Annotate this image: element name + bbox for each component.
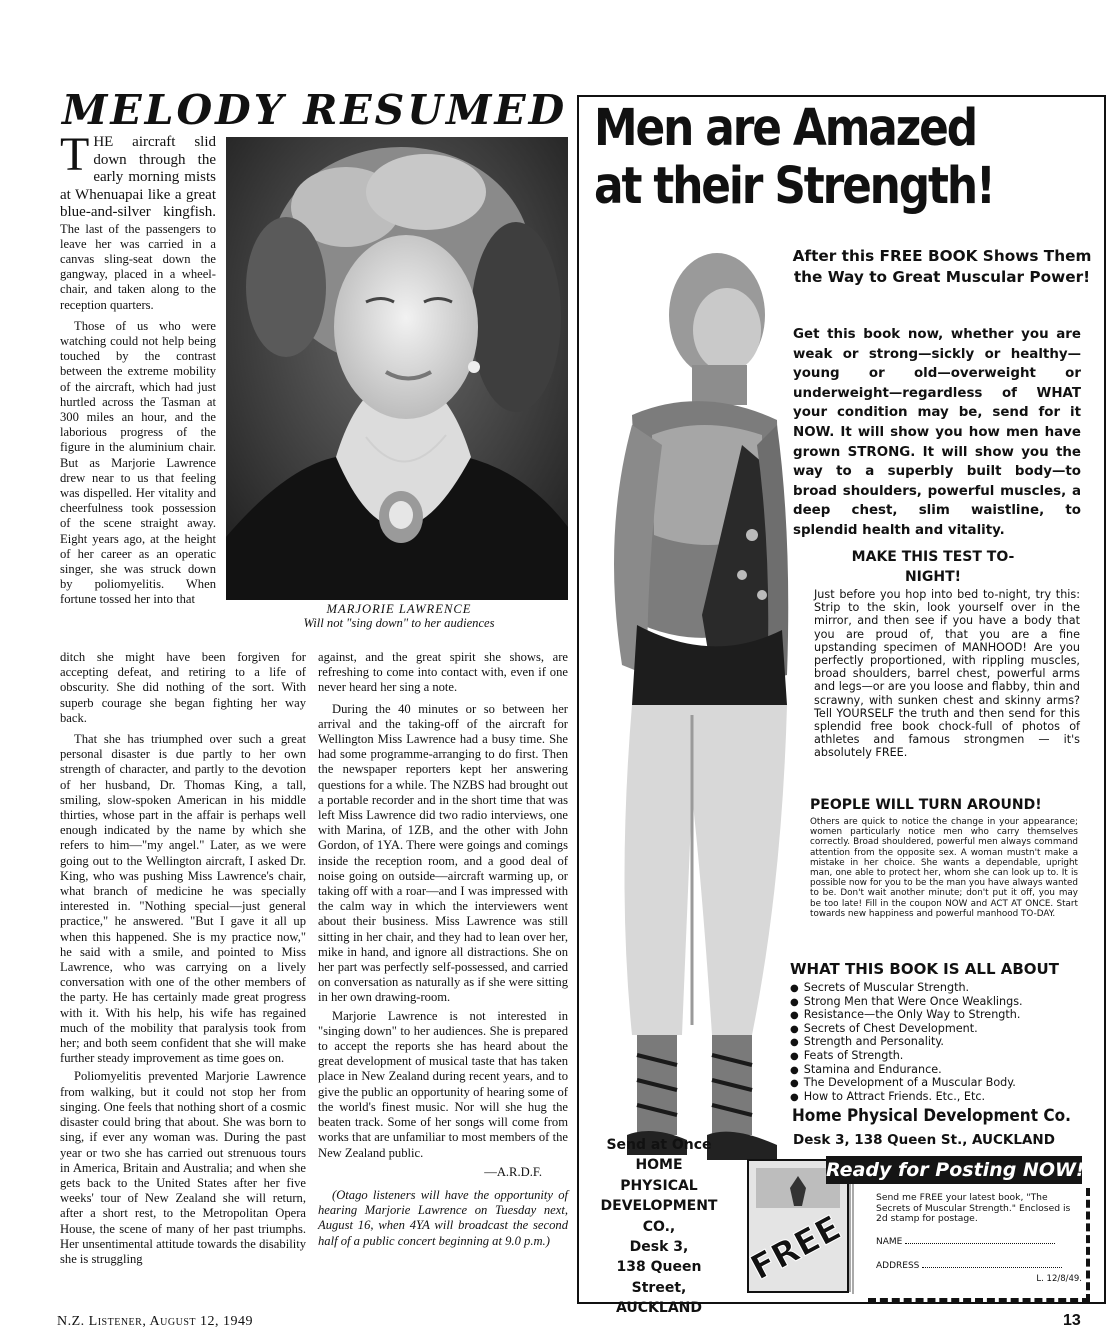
article-intro-rest: The last of the passengers to leave her was carried in a canvas sling-seat down the gangway, placed in a wheel-chair, and taken along to the reception quarters. xyxy=(60,221,216,312)
coupon-address-field[interactable] xyxy=(876,1261,1082,1272)
list-item: ● Strong Men that Were Once Weaklings. xyxy=(790,996,1023,1010)
article-paragraph: That she has triumphed over such a great personal disaster is due partly to her own strength of character, and partly to the devotion of her husband, Dr. Thomas King, a tall, smiling, slow-spoken American in his middle thirties, whose part in the affair is perhaps well enough indicated by the name by which she refers to him—"my angel." Later, as we were going out to the Wellington aircraft, I asked Dr. King, who was pushing Miss Lawrence's chair, what branch of medicine he was specially interested in. "Nothing special—just general practice," he answered. "But I gave it all up when this happened. She is my practice now," he said with a smile, and pointed to Miss Lawrence, who was carrying on a lively conversation with one of the other members of the party. He has certainly made great progress with it. With his help, his wife has regained much of the mobility that paralysis took from her; and both seem confident that she will make further steady improvement as time goes on. xyxy=(60,732,306,1066)
send-line: CO., xyxy=(642,1218,676,1235)
ad-subheading: After this FREE BOOK Shows Them the Way to Great Muscular Power! xyxy=(792,247,1092,286)
people-body: Others are quick to notice the change in your appearance; women particularly notice men who carry themselves correctly. Broad shouldered, powerful men always command attention from the opposite sex. A woman mustn't make a mistake in her choice. She wants a dependable, upright man, one able to protect her, whom she can look up to. It is possible now for you to be the man you have always wanted to be. Don't wait another minute; don't put it off, you may be too late! Fill in the coupon NOW and ACT AT ONCE. Start towards new happiness and powerful manhood TO-DAY. xyxy=(810,817,1078,919)
test-body: Just before you hop into bed to-night, try this: Strip to the skin, look yourself over in the mirror, and then see if you have a body that you are proud of, that you are a fine upstanding specimen of MANHOOD! Are you perfectly proportioned, with rippling muscles, broad shoulders, barrel chest, powerful arms and legs—or are you loose and flabby, thin and scrawny, with sunken chest and skinny arms? Tell YOURSELF the truth and then send for this splendid free book chock-full of photos of athletes and famous strongmen — it's absolutely FREE. xyxy=(814,588,1080,760)
strongman-photo xyxy=(592,235,792,1195)
company-address: Desk 3, 138 Queen St., AUCKLAND xyxy=(793,1132,1055,1148)
send-line: Send at Once xyxy=(606,1137,712,1153)
send-line: HOME xyxy=(635,1157,683,1174)
book-free-stamp: FREE xyxy=(746,1208,848,1289)
publication-footer: N.Z. Listener, August 12, 1949 xyxy=(57,1314,253,1329)
people-heading: PEOPLE WILL TURN AROUND! xyxy=(810,797,1042,813)
article-paragraph: ditch she might have been forgiven for accepting defeat, and retiring to a life of obscurity. She did nothing of the sort. With superb courage she began fighting her way back. xyxy=(60,650,306,725)
coupon-code: L. 12/8/49. xyxy=(1036,1273,1082,1284)
caption-name: MARJORIE LAWRENCE xyxy=(326,602,472,616)
coupon-name-label: NAME xyxy=(876,1236,903,1247)
send-at-once-block xyxy=(589,1135,729,1319)
list-item: ● How to Attract Friends. Etc., Etc. xyxy=(790,1091,1023,1105)
article-headline: MELODY RESUMED xyxy=(62,86,568,134)
list-item: ● Stamina and Endurance. xyxy=(790,1064,1023,1078)
coupon-address-label: ADDRESS xyxy=(876,1261,920,1271)
list-item: ● The Development of a Muscular Body. xyxy=(790,1077,1023,1091)
page-number: 13 xyxy=(1063,1312,1081,1329)
article-column-1 xyxy=(60,650,306,1267)
ready-for-posting-banner: Ready for Posting NOW! xyxy=(826,1156,1082,1184)
company-name: Home Physical Development Co. xyxy=(792,1106,1071,1126)
article-paragraph: against, and the great spirit she shows, are refreshing to come into contact with, even if one never heard her sing a note. xyxy=(318,650,568,695)
list-item: ● Resistance—the Only Way to Strength. xyxy=(790,1009,1023,1023)
article-paragraph: Poliomyelitis prevented Marjorie Lawrence from walking, but it could not stop her from singing. One feels that nothing short of a cosmic disaster could bring that about. She was born to sing, if ever any woman was. During the past year or two she has carried out strenuous tours in America, Britain and Australia; and when she gets back to the United States after her five weeks' tour of New Zealand she will return, after a short rest, to the Metropolitan Opera House, the scene of many of her past triumphs. Her unsentimental attitude towards the disability she is struggling xyxy=(60,1069,306,1266)
send-line: DEVELOPMENT xyxy=(600,1198,718,1215)
article-signature: —A.R.D.F. xyxy=(484,1164,542,1179)
send-line: PHYSICAL xyxy=(620,1177,698,1194)
article-paragraph: During the 40 minutes or so between her arrival and the taking-off of the aircraft for Wellington Miss Lawrence had a busy time. She had some programme-arranging to do first. Then the newspaper reporters kept her answering questions for a while. The NZBS had brought out a portable recorder and in the short time that was left Miss Lawrence did two radio interviews, one with Marina, of 1ZB, and the other with John Gordon, of 1YA. There were goings and comings inside the reception room, and a good deal of noise going on outside—aircraft warming up, or taking off with a roar—and I was impressed with the calm way in which the interviewers went about their business. Miss Lawrence was still sitting in her chair, and they had to lean over her, mike in hand, and ignore all distractions. She on her part was perfectly self-possessed, and carried on conversation as naturally as if she were sitting in her own drawing-room. xyxy=(318,701,568,1005)
send-line: 138 Queen Street, xyxy=(616,1259,702,1296)
book-contents-heading: WHAT THIS BOOK IS ALL ABOUT xyxy=(790,960,1059,978)
list-item: ● Strength and Personality. xyxy=(790,1036,1023,1050)
article-column-2 xyxy=(318,650,568,1249)
drop-cap: T xyxy=(60,128,90,181)
article-column-intro xyxy=(60,128,216,608)
photo-caption xyxy=(232,602,566,630)
ad-headline-line-1: Men are Amazed xyxy=(594,99,976,158)
article-intro-lead: HE aircraft slid down through the early morning mists at Whenuapai like a great blue-and-silver kingfish. xyxy=(60,134,216,220)
article-paragraph: Those of us who were watching could not help being touched by the contrast between the extreme mobility of the aircraft, which had just hurtled across the Tasman at 300 miles an hour, and the laborious progress of the figure in the aluminium chair. But as Marjorie Lawrence drew near to us that feeling was dispelled. Her vitality and cheerfulness took possession of the scene straight away. Eight years ago, at the height of her career as an operatic singer, she was struck down by poliomyelitis. When fortune tossed her into that xyxy=(60,318,216,607)
ad-body: Get this book now, whether you are weak or strong—sickly or healthy—young or old—overweight or underweight—regardless of WHAT your condition may be, send for it NOW. It will show you how men have grown STRONG. It will show you the way to a superbly built body—to broad shoulders, powerful muscles, a deep chest, slim waistline, to splendid health and vitality. xyxy=(793,327,1081,538)
coupon-name-field[interactable] xyxy=(876,1237,1082,1248)
broadcast-note: (Otago listeners will have the opportunity of hearing Marjorie Lawrence on Tuesday next, August 16, when 4YA will broadcast the second half of a public concert beginning at 9.0 p.m.) xyxy=(318,1187,568,1248)
ad-headline xyxy=(594,100,994,216)
list-item: ● Secrets of Chest Development. xyxy=(790,1023,1023,1037)
coupon[interactable] xyxy=(876,1193,1082,1284)
list-item: ● Secrets of Muscular Strength. xyxy=(790,982,1023,996)
ad-headline-line-2: at their Strength! xyxy=(594,157,994,216)
article-paragraph: Marjorie Lawrence is not interested in "singing down" to her audiences. She is prepared to accept the reports she has heard about the great development of musical taste that has taken place in New Zealand during recent years, and to give the public an opportunity of hearing some of the world's finest music. Nor will she hug the beaten track. Some of her songs will come from works that are unfamiliar to most members of the New Zealand public. xyxy=(318,1008,568,1160)
book-contents-list xyxy=(790,982,1023,1104)
test-heading: MAKE THIS TEST TO-NIGHT! xyxy=(851,549,1015,585)
send-line: AUCKLAND xyxy=(616,1300,702,1317)
list-item: ● Feats of Strength. xyxy=(790,1050,1023,1064)
marjorie-lawrence-photo xyxy=(226,137,568,600)
coupon-request-text: Send me FREE your latest book, "The Secrets of Muscular Strength." Enclosed is 2d stamp for postage. xyxy=(876,1192,1071,1224)
send-line: Desk 3, xyxy=(629,1239,689,1256)
caption-subtitle: Will not "sing down" to her audiences xyxy=(303,616,495,630)
